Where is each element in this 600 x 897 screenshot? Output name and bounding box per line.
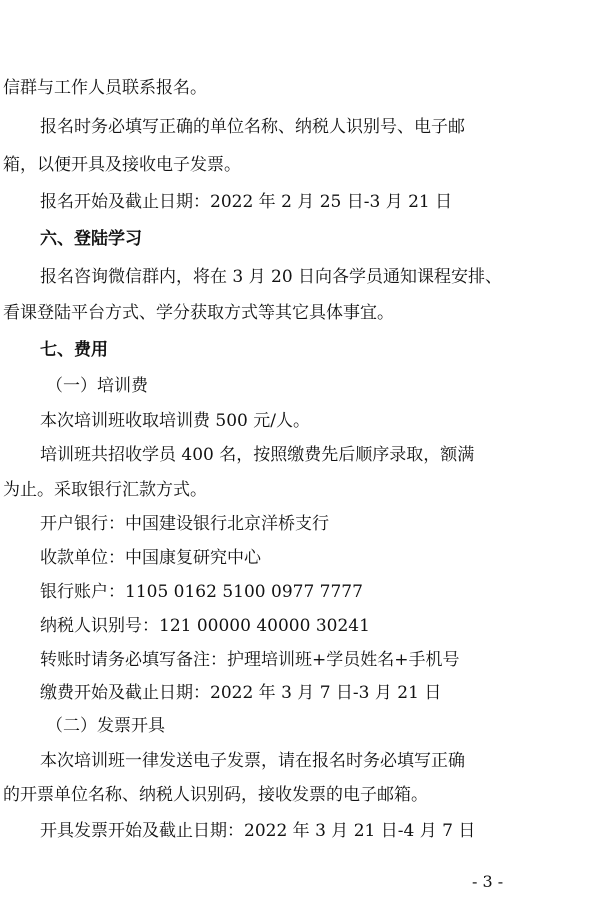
paragraph-line: 报名咨询微信群内，将在 3 月 20 日向各学员通知课程安排、 [40, 267, 503, 287]
paragraph-line: 为止。采取银行汇款方式。 [3, 480, 207, 500]
paragraph-line: 本次培训班收取培训费 500 元/人。 [40, 411, 310, 431]
paragraph-line: 缴费开始及截止日期：2022 年 3 月 7 日-3 月 21 日 [40, 683, 442, 703]
paragraph-line: 培训班共招收学员 400 名，按照缴费先后顺序录取，额满 [40, 445, 475, 465]
paragraph-line: 信群与工作人员联系报名。 [3, 78, 207, 98]
paragraph-line: 转账时请务必填写备注：护理培训班+学员姓名+手机号 [40, 650, 460, 670]
paragraph-line: 开具发票开始及截止日期：2022 年 3 月 21 日-4 月 7 日 [40, 821, 476, 841]
section-heading: 六、登陆学习 [40, 229, 142, 249]
paragraph-line: 箱，以便开具及接收电子发票。 [3, 155, 241, 175]
paragraph-line: 本次培训班一律发送电子发票，请在报名时务必填写正确 [40, 751, 465, 771]
paragraph-line: 报名开始及截止日期：2022 年 2 月 25 日-3 月 21 日 [40, 192, 453, 212]
paragraph-line: 银行账户：1105 0162 5100 0977 7777 [40, 582, 363, 602]
paragraph-line: 看课登陆平台方式、学分获取方式等其它具体事宜。 [3, 303, 394, 323]
paragraph-line: 报名时务必填写正确的单位名称、纳税人识别号、电子邮 [40, 117, 465, 137]
page-number: - 3 - [472, 872, 504, 891]
paragraph-line: 收款单位：中国康复研究中心 [40, 548, 261, 568]
paragraph-line: 开户银行：中国建设银行北京洋桥支行 [40, 514, 329, 534]
paragraph-line: 的开票单位名称、纳税人识别码，接收发票的电子邮箱。 [3, 785, 428, 805]
subsection-heading: （一）培训费 [46, 376, 148, 396]
subsection-heading: （二）发票开具 [46, 716, 165, 736]
paragraph-line: 纳税人识别号：121 00000 40000 30241 [40, 616, 370, 636]
section-heading: 七、费用 [40, 340, 108, 360]
